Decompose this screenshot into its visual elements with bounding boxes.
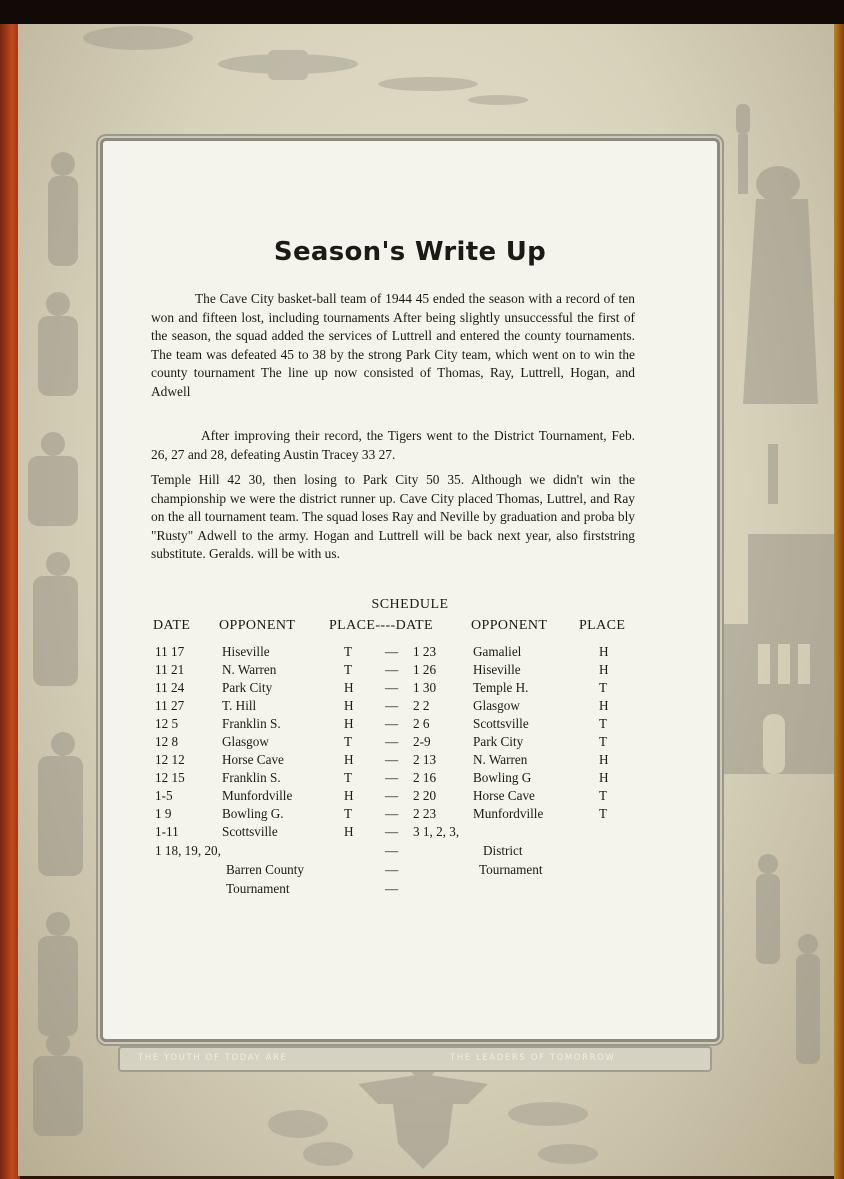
schedule-heading: SCHEDULE (371, 597, 449, 612)
column-header-place-2: PLACE (579, 618, 626, 633)
right-figures-illustration (738, 824, 834, 1124)
table-row: Barren County — Tournament (226, 862, 543, 877)
column-header-opponent-2: OPPONENT (471, 618, 548, 633)
book-binding-edge (0, 24, 20, 1179)
table-row: Tournament — (226, 881, 399, 896)
table-row: 12 12 Horse Cave H — 2 13 N. Warren H (155, 752, 609, 767)
table-row: 12 8 Glasgow T — 2-9 Park City T (155, 734, 608, 749)
motto-banner (118, 1046, 712, 1072)
table-row: 1 18, 19, 20, — District (155, 843, 523, 858)
statue-of-liberty-illustration (718, 104, 828, 424)
table-row: 11 27 T. Hill H — 2 2 Glasgow H (155, 698, 609, 713)
table-row: 1-11 Scottsville H — 3 1, 2, 3, (155, 824, 460, 839)
oak-leaves-illustration (268, 1074, 598, 1174)
table-row: 11 24 Park City H — 1 30 Temple H. T (155, 680, 608, 695)
column-header-date: DATE (153, 618, 191, 633)
left-figures-illustration (18, 144, 98, 1144)
column-header-place-date: PLACE----DATE (329, 618, 433, 633)
page-title: Season's Write Up (273, 237, 547, 267)
book-page-edge (834, 24, 844, 1179)
yearbook-page (18, 24, 834, 1176)
column-header-opponent: OPPONENT (219, 618, 296, 633)
write-up-paragraph-2: After improving their record, the Tigers went to the District Tournament, Feb. 26, 27 and 28, defeating Austin Tracey 33 27. (151, 428, 635, 462)
table-row: 11 17 Hiseville T — 1 23 Gamaliel H (155, 644, 609, 659)
write-up-paragraph-1: The Cave City basket-ball team of 1944 45 ended the season with a record of ten won and fifteen lost, including tournaments After being slightly unsuccessful the first of the season, the squad added the services of Luttrell and entered the county tournaments. The team was defeated 45 to 38 by the strong Park City team, which went on to win the county tournament The line up now consisted of Thomas, Ray, Luttrell, Hogan, and Adwell (151, 291, 635, 399)
table-row: 12 15 Franklin S. T — 2 16 Bowling G H (155, 770, 609, 785)
airplanes-illustration (78, 24, 558, 124)
school-building-illustration (718, 444, 834, 804)
table-row: 11 21 N. Warren T — 1 26 Hiseville H (155, 662, 609, 677)
write-up-paragraph-3: Temple Hill 42 30, then losing to Park City 50 35. Although we didn't win the championship we were the district runner up. Cave City placed Thomas, Luttrel, and Ray on the all tournament team. The squad loses Ray and Neville by graduation and proba bly "Rusty" Adwell to the army. Hogan and Luttrell will be back next year, also firststring substitute. Geralds. will be with us. (151, 472, 635, 562)
write-up-panel (100, 138, 720, 1042)
scan-top-border (0, 0, 844, 24)
motto-left: THE YOUTH OF TODAY ARE (138, 1053, 288, 1063)
table-row: 1-5 Munfordville H — 2 20 Horse Cave T (155, 788, 608, 803)
table-row: 1 9 Bowling G. T — 2 23 Munfordville T (155, 806, 608, 821)
table-row: 12 5 Franklin S. H — 2 6 Scottsville T (155, 716, 608, 731)
motto-right: THE LEADERS OF TOMORROW (450, 1053, 616, 1063)
